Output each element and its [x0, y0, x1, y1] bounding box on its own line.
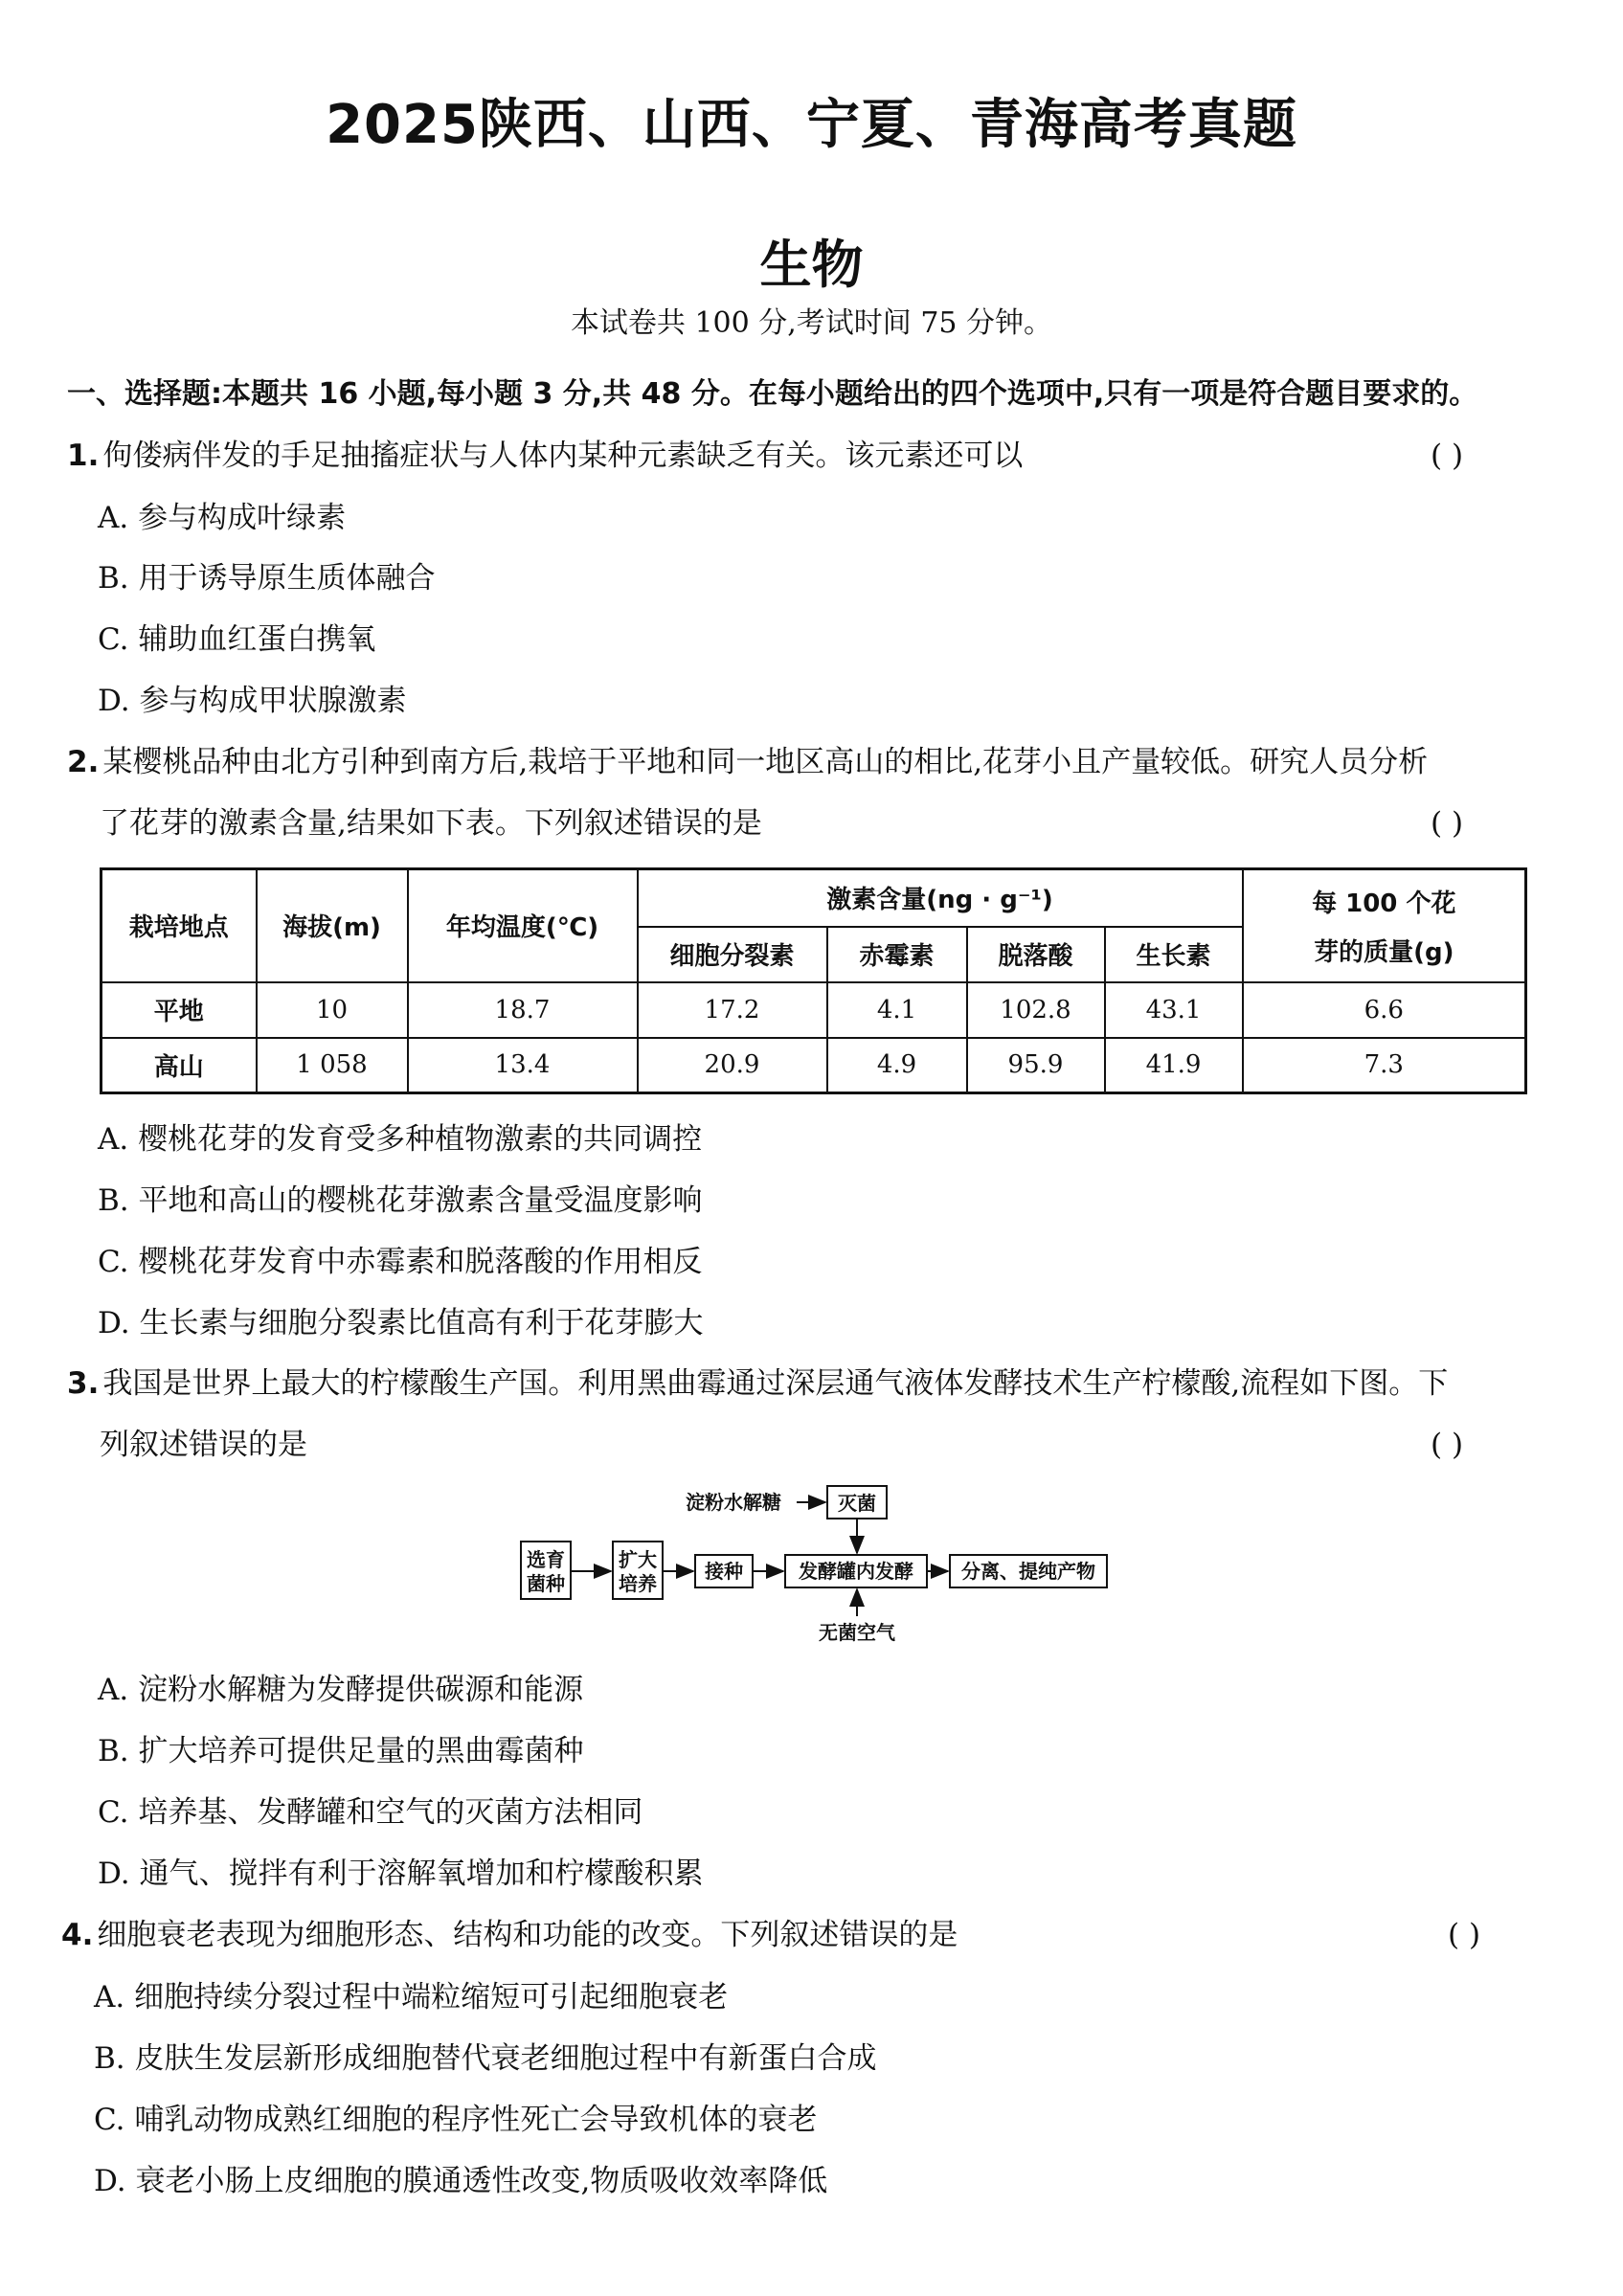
answer-blank: ( ): [1431, 439, 1464, 473]
question-3-stem-line2: 列叙述错误的是: [100, 1428, 307, 1462]
answer-blank: ( ): [1448, 1918, 1481, 1952]
table-header-hormone: 激素含量(ng · g⁻¹): [638, 869, 1243, 927]
table-header-mass-line1: 每 100 个花: [1312, 889, 1456, 918]
question-3-option-c: C. 培养基、发酵罐和空气的灭菌方法相同: [98, 1795, 643, 1830]
question-1-option-a: A. 参与构成叶绿素: [98, 501, 347, 535]
label-expand-line1: 扩大: [619, 1548, 657, 1571]
question-text: 细胞衰老表现为细胞形态、结构和功能的改变。下列叙述错误的是: [97, 1918, 958, 1952]
table-cell: 20.9: [638, 1038, 827, 1093]
table-cell: 1 058: [257, 1038, 408, 1093]
question-2-stem-line2: 了花芽的激素含量,结果如下表。下列叙述错误的是: [100, 806, 762, 841]
table-cell: 平地: [101, 982, 257, 1038]
exam-title: 2025陕西、山西、宁夏、青海高考真题: [326, 94, 1297, 156]
question-3-stem-line1: [67, 1364, 1448, 1403]
label-sterile-air: 无菌空气: [819, 1621, 895, 1644]
label-inoculate: 接种: [705, 1560, 743, 1583]
table-cell: 4.1: [827, 982, 967, 1038]
question-3-option-a: A. 淀粉水解糖为发酵提供碳源和能源: [98, 1673, 584, 1707]
question-1-option-c: C. 辅助血红蛋白携氧: [98, 622, 376, 657]
question-4-option-a: A. 细胞持续分裂过程中端粒缩短可引起细胞衰老: [94, 1980, 729, 2015]
table-header-mass: [1243, 869, 1526, 982]
table-subheader: 生长素: [1105, 927, 1243, 982]
table-header-altitude: 海拔(m): [257, 869, 408, 982]
table-header-site: 栽培地点: [101, 869, 257, 982]
table-cell: 18.7: [408, 982, 638, 1038]
question-2-option-d: D. 生长素与细胞分裂素比值高有利于花芽膨大: [98, 1306, 704, 1340]
table-cell: 17.2: [638, 982, 827, 1038]
table-cell: 高山: [101, 1038, 257, 1093]
question-number: 1.: [67, 439, 100, 473]
question-2-option-c: C. 樱桃花芽发育中赤霉素和脱落酸的作用相反: [98, 1245, 703, 1279]
exam-info: 本试卷共 100 分,考试时间 75 分钟。: [570, 306, 1053, 340]
question-4-stem: [61, 1916, 958, 1954]
hormone-table: [100, 867, 1527, 1094]
table-cell: 13.4: [408, 1038, 638, 1093]
table-cell: 4.9: [827, 1038, 967, 1093]
question-4-option-d: D. 衰老小肠上皮细胞的膜通透性改变,物质吸收效率降低: [94, 2164, 828, 2198]
question-3-option-b: B. 扩大培养可提供足量的黑曲霉菌种: [98, 1734, 584, 1768]
table-row: [101, 982, 1526, 1038]
table-cell: 7.3: [1243, 1038, 1526, 1093]
label-starch-sugar: 淀粉水解糖: [686, 1491, 781, 1514]
question-4-option-b: B. 皮肤生发层新形成细胞替代衰老细胞过程中有新蛋白合成: [94, 2041, 877, 2076]
label-fermenter: 发酵罐内发酵: [799, 1560, 913, 1583]
question-number: 3.: [67, 1366, 100, 1401]
table-subheader: 赤霉素: [827, 927, 967, 982]
question-1-stem: [67, 437, 1023, 475]
citric-acid-flow-diagram: [507, 1482, 1120, 1647]
question-1-option-d: D. 参与构成甲状腺激素: [98, 684, 407, 718]
label-select-line1: 选育: [527, 1548, 565, 1571]
table-header-mass-line2: 芽的质量(g): [1314, 937, 1454, 967]
question-text: 我国是世界上最大的柠檬酸生产国。利用黑曲霉通过深层通气液体发酵技术生产柠檬酸,流程如下图。下: [102, 1366, 1449, 1401]
question-4-option-c: C. 哺乳动物成熟红细胞的程序性死亡会导致机体的衰老: [94, 2103, 818, 2137]
question-1-option-b: B. 用于诱导原生质体融合: [98, 561, 436, 596]
table-row: [101, 1038, 1526, 1093]
table-cell: 43.1: [1105, 982, 1243, 1038]
subject-title: 生物: [759, 235, 864, 295]
label-expand-line2: 培养: [619, 1572, 657, 1595]
label-sterilize: 灭菌: [838, 1492, 876, 1515]
table-subheader: 脱落酸: [967, 927, 1105, 982]
question-text: 佝偻病伴发的手足抽搐症状与人体内某种元素缺乏有关。该元素还可以: [102, 439, 1024, 473]
label-separate-purify: 分离、提纯产物: [961, 1560, 1095, 1583]
label-select-line2: 菌种: [527, 1572, 565, 1595]
answer-blank: ( ): [1431, 806, 1464, 841]
table-subheader: 细胞分裂素: [638, 927, 827, 982]
question-2-option-b: B. 平地和高山的樱桃花芽激素含量受温度影响: [98, 1183, 703, 1218]
section-heading: 一、选择题:本题共 16 小题,每小题 3 分,共 48 分。在每小题给出的四个选项中,只有一项是符合题目要求的。: [67, 377, 1478, 411]
question-3-option-d: D. 通气、搅拌有利于溶解氧增加和柠檬酸积累: [98, 1857, 704, 1891]
table-cell: 10: [257, 982, 408, 1038]
question-number: 2.: [67, 745, 100, 779]
table-cell: 95.9: [967, 1038, 1105, 1093]
answer-blank: ( ): [1431, 1428, 1464, 1462]
question-text: 某樱桃品种由北方引种到南方后,栽培于平地和同一地区高山的相比,花芽小且产量较低。研究人员分析: [102, 745, 1429, 779]
question-number: 4.: [61, 1918, 94, 1952]
question-2-option-a: A. 樱桃花芽的发育受多种植物激素的共同调控: [98, 1122, 703, 1157]
table-cell: 41.9: [1105, 1038, 1243, 1093]
table-cell: 6.6: [1243, 982, 1526, 1038]
table-header-temperature: 年均温度(℃): [408, 869, 638, 982]
question-2-stem-line1: [67, 743, 1428, 781]
table-cell: 102.8: [967, 982, 1105, 1038]
